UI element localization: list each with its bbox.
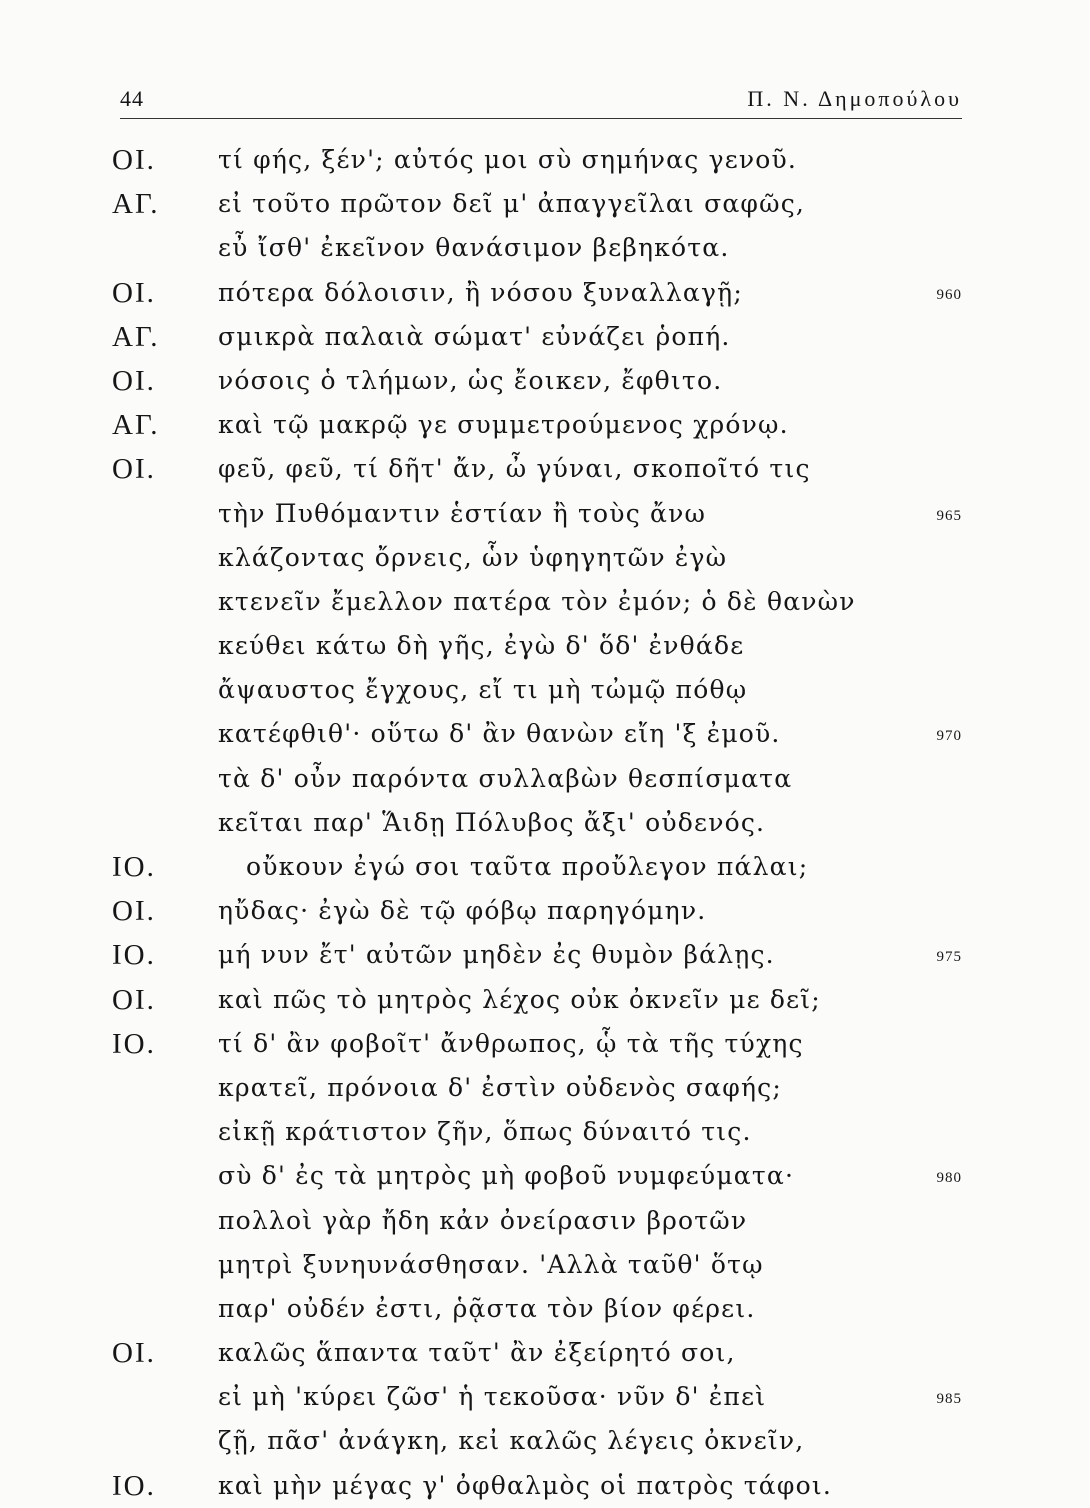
verse-text: κεῖται παρ' Ἅιδῃ Πόλυβος ἄξι' οὐδενός. <box>218 807 766 837</box>
verse-line <box>0 712 1090 756</box>
verse-line <box>0 580 1090 624</box>
verse-text: εἰ μὴ 'κύρει ζῶσ' ἡ τεκοῦσα· νῦν δ' ἐπεὶ <box>218 1382 767 1412</box>
speaker-label: ΟΙ. <box>112 453 156 486</box>
verse-text: τί φής, ξέν'; αὐτός μοι σὺ σημήνας γενοῦ. <box>218 145 798 174</box>
verse-text: εὖ ἴσθ' ἐκεῖνον θανάσιμον βεβηκότα. <box>218 233 730 263</box>
verse-text: εἰκῇ κράτιστον ζῆν, ὅπως δύναιτό τις. <box>218 1117 752 1147</box>
verse-text: κτενεῖν ἔμελλον πατέρα τὸν ἐμόν; ὁ δὲ θανὼν <box>218 586 856 616</box>
verse-text: εἰ τοῦτο πρῶτον δεῖ μ' ἀπαγγεῖλαι σαφῶς, <box>218 189 806 219</box>
verse-line <box>0 271 1090 315</box>
verse-text: πολλοὶ γὰρ ἤδη κἀν ὀνείρασιν βροτῶν <box>218 1205 748 1235</box>
speaker-label: ΑΓ. <box>112 188 160 221</box>
verse-line <box>0 1110 1090 1154</box>
running-head: Π. Ν. Δημοπούλου <box>747 86 962 111</box>
verse-line <box>0 315 1090 359</box>
verse-text: σμικρὰ παλαιὰ σώματ' εὐνάζει ῥοπή. <box>218 321 731 351</box>
page-number: 44 <box>120 86 144 111</box>
verse-line <box>0 978 1090 1022</box>
line-number: 975 <box>936 949 962 966</box>
verse-line <box>0 889 1090 933</box>
verse-line <box>0 1199 1090 1243</box>
verse-text: νόσοις ὁ τλήμων, ὡς ἔοικεν, ἔφθιτο. <box>218 365 723 395</box>
line-number: 985 <box>936 1391 962 1408</box>
verse-line <box>0 845 1090 889</box>
speaker-label: ΙΟ. <box>112 851 156 883</box>
verse-line <box>0 138 1090 182</box>
verse-text: φεῦ, φεῦ, τί δῆτ' ἄν, ὦ γύναι, σκοποῖτό τις <box>218 454 811 484</box>
verse-line <box>0 359 1090 403</box>
speaker-label: ΙΟ. <box>112 1027 156 1060</box>
verse-text: τὰ δ' οὖν παρόντα συλλαβὼν θεσπίσματα <box>218 763 793 793</box>
speaker-label: ΟΙ. <box>112 895 156 928</box>
page-header <box>120 80 962 120</box>
verse-line <box>0 1419 1090 1463</box>
verse-line <box>0 933 1090 977</box>
verse-text: σὺ δ' ἐς τὰ μητρὸς μὴ φοβοῦ νυμφεύματα· <box>218 1161 795 1191</box>
verse-text: κλάζοντας ὄρνεις, ὧν ὑφηγητῶν ἐγὼ <box>218 542 728 572</box>
verse-line <box>0 1375 1090 1419</box>
line-number: 970 <box>936 728 962 745</box>
verse-line <box>0 447 1090 491</box>
verse-line <box>0 757 1090 801</box>
verse-line <box>0 1464 1090 1508</box>
speaker-label: ΟΙ. <box>112 364 156 397</box>
verse-text: μή νυν ἔτ' αὐτῶν μηδὲν ἐς θυμὸν βάλῃς. <box>218 940 775 970</box>
verse-text: οὔκουν ἐγώ σοι ταῦτα προὔλεγον πάλαι; <box>246 852 809 881</box>
verse-text: καὶ πῶς τὸ μητρὸς λέχος οὐκ ὀκνεῖν με δεῖ; <box>218 984 821 1014</box>
line-number: 965 <box>936 507 962 524</box>
verse-text: καὶ τῷ μακρῷ γε συμμετρούμενος χρόνῳ. <box>218 410 789 440</box>
verse-text: ζῇ, πᾶσ' ἀνάγκη, κεἰ καλῶς λέγεις ὀκνεῖν, <box>218 1426 805 1456</box>
line-number: 960 <box>936 286 962 303</box>
verse-text-block <box>0 138 1090 1508</box>
verse-text: πότερα δόλοισιν, ἢ νόσου ξυναλλαγῇ; <box>218 277 743 307</box>
verse-line <box>0 1154 1090 1198</box>
verse-text: κεύθει κάτω δὴ γῆς, ἐγὼ δ' ὅδ' ἐνθάδε <box>218 631 745 661</box>
verse-text: μητρὶ ξυνηυνάσθησαν. 'Αλλὰ ταῦθ' ὅτῳ <box>218 1249 764 1279</box>
verse-line <box>0 801 1090 845</box>
verse-text: ἄψαυστος ἔγχους, εἴ τι μὴ τὠμῷ πόθῳ <box>218 675 748 705</box>
verse-text: τὴν Πυθόμαντιν ἑστίαν ἢ τοὺς ἄνω <box>218 498 707 528</box>
line-number: 980 <box>936 1170 962 1187</box>
verse-line <box>0 403 1090 447</box>
verse-text: καλῶς ἅπαντα ταῦτ' ἂν ἐξείρητό σοι, <box>218 1338 736 1368</box>
verse-text: καὶ μὴν μέγας γ' ὀφθαλμὸς οἱ πατρὸς τάφοι. <box>218 1470 832 1500</box>
verse-line <box>0 1243 1090 1287</box>
speaker-label: ΟΙ. <box>112 276 156 309</box>
speaker-label: ΑΓ. <box>112 320 160 353</box>
speaker-label: ΟΙ. <box>112 983 156 1016</box>
verse-line <box>0 1287 1090 1331</box>
speaker-label: ΙΟ. <box>112 939 156 972</box>
verse-line <box>0 536 1090 580</box>
verse-line <box>0 182 1090 226</box>
verse-line <box>0 492 1090 536</box>
verse-line <box>0 624 1090 668</box>
header-rule <box>120 118 962 119</box>
speaker-label: ΑΓ. <box>112 409 160 442</box>
verse-line <box>0 1331 1090 1375</box>
verse-text: τί δ' ἂν φοβοῖτ' ἄνθρωπος, ᾧ τὰ τῆς τύχης <box>218 1028 804 1058</box>
verse-text: ηὔδας· ἐγὼ δὲ τῷ φόβῳ παρηγόμην. <box>218 896 707 926</box>
verse-text: κρατεῖ, πρόνοια δ' ἐστὶν οὐδενὸς σαφής; <box>218 1072 782 1102</box>
speaker-label: ΙΟ. <box>112 1469 156 1502</box>
verse-line <box>0 1022 1090 1066</box>
speaker-label: ΟΙ. <box>112 144 156 176</box>
speaker-label: ΟΙ. <box>112 1337 156 1370</box>
verse-line <box>0 226 1090 270</box>
verse-line <box>0 1066 1090 1110</box>
verse-line <box>0 668 1090 712</box>
verse-text: κατέφθιθ'· οὕτω δ' ἂν θανὼν εἴη 'ξ ἐμοῦ. <box>218 719 781 749</box>
verse-text: παρ' οὐδέν ἐστι, ῥᾷστα τὸν βίον φέρει. <box>218 1293 756 1323</box>
